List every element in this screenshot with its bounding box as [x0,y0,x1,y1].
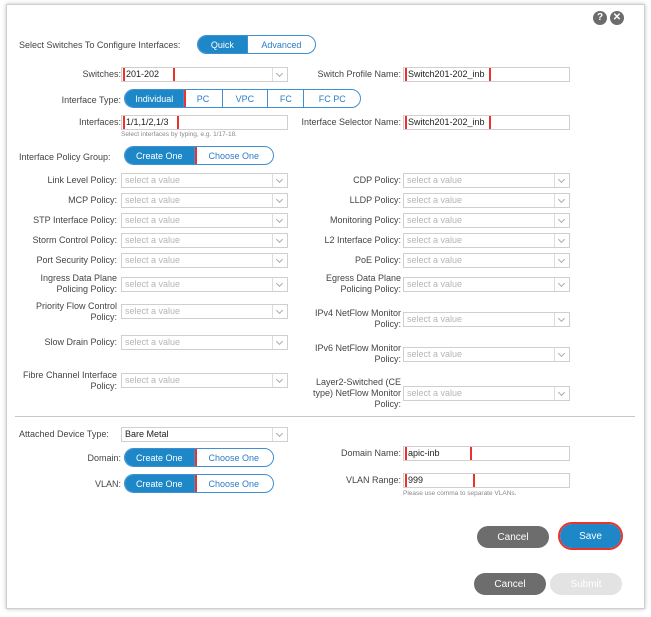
interfaces-label: Interfaces: [78,117,121,127]
mode-quick[interactable]: Quick [198,36,248,53]
port-security-policy-label: Port Security Policy: [36,255,117,265]
monitoring-policy-select[interactable]: select a value [403,213,570,228]
poe-policy-label: PoE Policy: [354,255,401,265]
selector-name-label: Interface Selector Name: [301,117,401,127]
policy-group-create[interactable]: Create One [125,147,195,164]
switch-profile-label: Switch Profile Name: [317,69,401,79]
vlan-label: VLAN: [94,479,121,489]
interface-type-pc[interactable]: PC [184,90,222,107]
chevron-down-icon [554,348,569,361]
l2-netflow-policy-label: Layer2-Switched (CE type) NetFlow Monitor Policy: [312,377,401,409]
lldp-policy-select[interactable]: select a value [403,193,570,208]
port-security-policy-select[interactable]: select a value [121,253,288,268]
domain-name-value: apic-inb [407,447,470,460]
stp-policy-select[interactable]: select a value [121,213,288,228]
chevron-down-icon [272,374,287,387]
link-level-policy-label: Link Level Policy: [47,175,117,185]
cdp-policy-label: CDP Policy: [353,175,401,185]
interface-type-toggle [124,89,361,108]
domain-create[interactable]: Create One [125,449,195,466]
priority-flow-control-policy-label: Priority Flow Control Policy: [35,301,117,322]
switches-value: 201-202 [125,68,173,81]
link-level-policy-select[interactable]: select a value [121,173,288,188]
mcp-policy-select[interactable]: select a value [121,193,288,208]
chevron-down-icon [272,214,287,227]
interfaces-hint: Select interfaces by typing, e.g. 1/17-18. [121,131,237,138]
help-icon[interactable]: ? [593,11,607,25]
ingress-policing-policy-select[interactable]: select a value [121,277,288,292]
priority-flow-control-policy-select[interactable]: select a value [121,304,288,319]
vlan-range-value: 999 [407,474,473,487]
vlan-range-label: VLAN Range: [345,475,401,485]
interface-type-label: Interface Type: [61,95,121,105]
vlan-create[interactable]: Create One [125,475,195,492]
slow-drain-policy-label: Slow Drain Policy: [44,337,117,347]
switch-profile-value: Switch201-202_inb [407,68,489,81]
chevron-down-icon [554,254,569,267]
policy-group-toggle [124,146,274,165]
ipv6-netflow-policy-label: IPv6 NetFlow Monitor Policy: [314,343,401,364]
cdp-policy-select[interactable]: select a value [403,173,570,188]
ipv4-netflow-policy-select[interactable]: select a value [403,312,570,327]
storm-control-policy-select[interactable]: select a value [121,233,288,248]
lldp-policy-label: LLDP Policy: [349,195,401,205]
chevron-down-icon [272,68,287,81]
cancel-button-secondary[interactable]: Cancel [474,573,546,595]
fibre-channel-policy-select[interactable]: select a value [121,373,288,388]
egress-policing-policy-label: Egress Data Plane Policing Policy: [325,273,401,294]
domain-choose[interactable]: Choose One [208,452,260,463]
l2-interface-policy-select[interactable]: select a value [403,233,570,248]
cancel-button[interactable]: Cancel [477,526,549,548]
chevron-down-icon [272,305,287,318]
interface-type-fc[interactable]: FC [268,90,304,107]
domain-name-label: Domain Name: [340,448,401,458]
attached-device-select[interactable]: Bare Metal [121,427,288,442]
domain-name-input[interactable] [403,446,570,461]
chevron-down-icon [554,174,569,187]
domain-label: Domain: [87,453,121,463]
l2-interface-policy-label: L2 Interface Policy: [324,235,401,245]
switches-label: Switches: [82,69,121,79]
config-mode-label: Select Switches To Configure Interfaces: [19,40,181,50]
interfaces-value: 1/1,1/2,1/3 [125,116,177,129]
chevron-down-icon [272,194,287,207]
chevron-down-icon [272,278,287,291]
chevron-down-icon [272,336,287,349]
monitoring-policy-label: Monitoring Policy: [329,215,401,225]
ingress-policing-policy-label: Ingress Data Plane Policing Policy: [40,273,117,294]
chevron-down-icon [272,174,287,187]
slow-drain-policy-select[interactable]: select a value [121,335,288,350]
fibre-channel-policy-label: Fibre Channel Interface Policy: [22,370,117,391]
chevron-down-icon [272,428,287,441]
interface-type-individual[interactable]: Individual [125,90,184,107]
chevron-down-icon [554,194,569,207]
interfaces-input[interactable] [121,115,288,130]
close-icon[interactable]: ✕ [610,11,624,25]
vlan-toggle [124,474,274,493]
ipv4-netflow-policy-label: IPv4 NetFlow Monitor Policy: [314,308,401,329]
selector-name-input[interactable] [403,115,570,130]
save-button[interactable]: Save [560,524,621,548]
vlan-choose[interactable]: Choose One [208,478,260,489]
l2-netflow-policy-select[interactable]: select a value [403,386,570,401]
chevron-down-icon [554,387,569,400]
interface-type-vpc[interactable]: VPC [223,90,269,107]
storm-control-policy-label: Storm Control Policy: [32,235,117,245]
attached-device-label: Attached Device Type: [19,429,109,439]
switches-select[interactable] [121,67,288,82]
chevron-down-icon [554,278,569,291]
egress-policing-policy-select[interactable]: select a value [403,277,570,292]
chevron-down-icon [554,234,569,247]
chevron-down-icon [554,313,569,326]
mode-advanced[interactable]: Advanced [261,39,302,50]
stp-policy-label: STP Interface Policy: [33,215,117,225]
chevron-down-icon [554,214,569,227]
ipv6-netflow-policy-select[interactable]: select a value [403,347,570,362]
domain-toggle [124,448,274,467]
switch-profile-input[interactable] [403,67,570,82]
vlan-range-hint: Please use comma to separate VLANs. [403,490,517,497]
mcp-policy-label: MCP Policy: [68,195,117,205]
section-divider [15,416,635,417]
chevron-down-icon [272,254,287,267]
submit-button[interactable]: Submit [550,573,622,595]
configure-interfaces-dialog [6,4,645,609]
vlan-range-input[interactable] [403,473,570,488]
policy-group-label: Interface Policy Group: [19,152,111,162]
interface-type-fcpc[interactable]: FC PC [318,93,346,104]
policy-group-choose[interactable]: Choose One [208,150,260,161]
config-mode-toggle [197,35,316,54]
selector-name-value: Switch201-202_inb [407,116,489,129]
chevron-down-icon [272,234,287,247]
poe-policy-select[interactable]: select a value [403,253,570,268]
